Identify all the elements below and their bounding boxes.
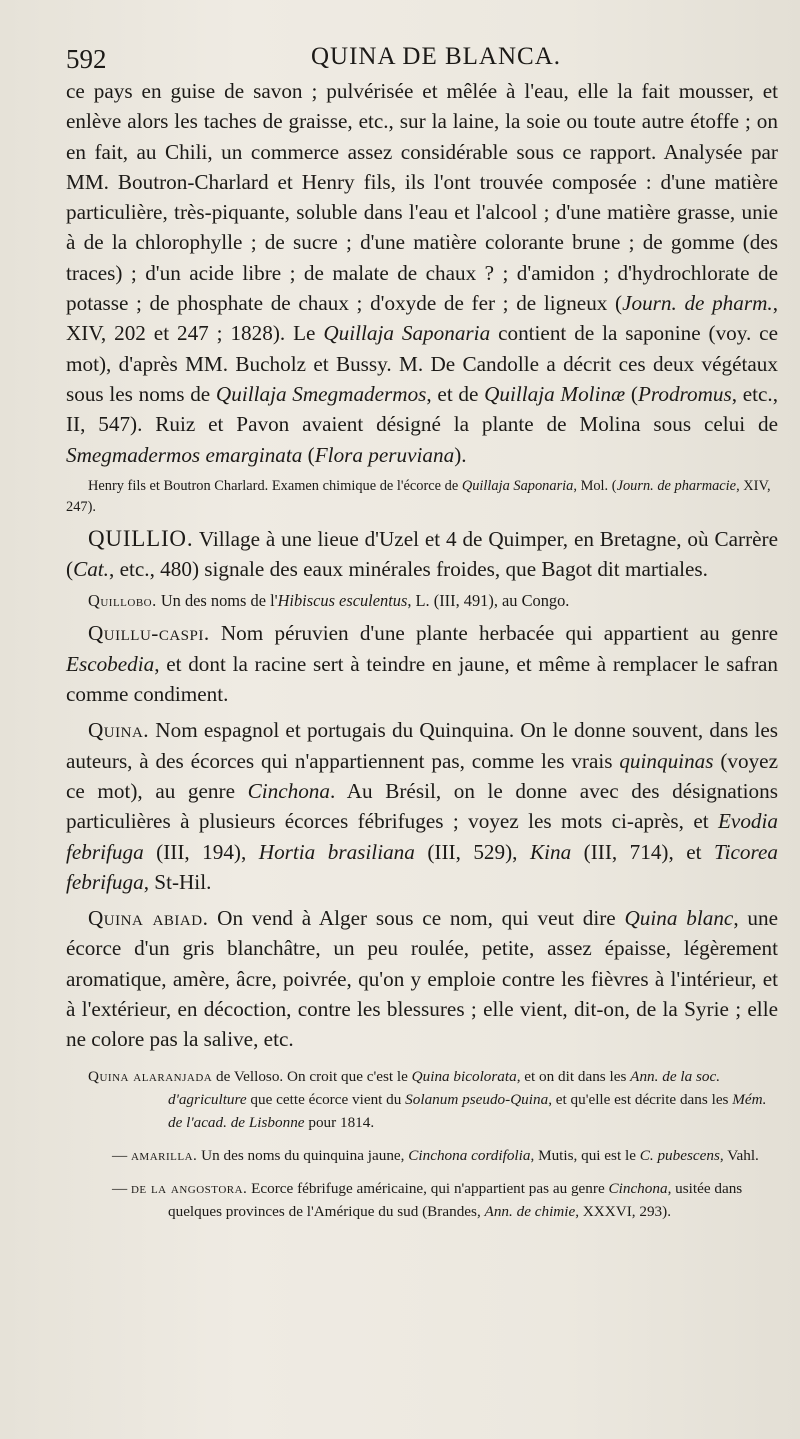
dash-marker: —: [112, 1146, 128, 1164]
entry-headword: Quina abiad.: [88, 906, 209, 931]
entry-headword: Quillobo.: [88, 591, 157, 611]
entry-quina: Quina. Nom espagnol et portugais du Quinquina. On le donne souvent, dans les auteurs, à des écorces qui n'appartiennent pas, comme les vrais quinquinas (voyez ce mot), au genre Cinchona. Au Brésil, on le donne avec des désignations particulières à plusieurs écorces fébrifuges ; voyez les mots ci-après, et Evodia febrifuga (III, 194), Hortia brasiliana (III, 529), Kina (III, 714), et Ticorea febrifuga, St-Hil.: [66, 718, 778, 894]
entry-quina-abiad: Quina abiad. On vend à Alger sous ce nom, qui veut dire Quina blanc, une écorce d'un gris blanchâtre, un peu roulée, petite, assez épaisse, légèrement aromatique, amère, âcre, poivrée, qu'on y emploie contre les fièvres à l'intérieur, et à l'extérieur, en décoction, contre les blessures ; elle vient, dit-on, de la Syrie ; elle ne colore pas la salive, etc.: [66, 906, 779, 1052]
page-number: 592: [66, 44, 107, 74]
entry-quillobo: Quillobo. Un des noms de l'Hibiscus esculentus, L. (III, 491), au Congo.: [88, 591, 570, 611]
page-body: [66, 76, 778, 1223]
subentry-angostora: — de la angostora. Ecorce fébrifuge américaine, qui n'appartient pas au genre Cinchona, usitée dans quelques provinces de l'Amérique du sud (Brandes, Ann. de chimie, XXXVI, 293).: [112, 1179, 743, 1220]
entry-headword: amarilla.: [130, 1146, 198, 1164]
page-header: [66, 40, 786, 80]
running-title: QUINA DE BLANCA.: [310, 43, 562, 70]
entry-headword: QUILLIO.: [88, 525, 194, 551]
entry-headword: de la angostora.: [130, 1179, 248, 1197]
continuation-paragraph: ce pays en guise de savon ; pulvérisée et mêlée à l'eau, elle la fait mousser, et enlève alors les taches de graisse, etc., sur la laine, la soie ou toute autre étoffe ; on en fait, au Chili, un commerce assez considérable sous ce rapport. Analysée par MM. Boutron-Charlard et Henry fils, ils l'ont trouvée composée : d'une matière particulière, très-piquante, soluble dans l'eau et l'alcool ; d'une matière grasse, unie à de la chlorophylle ; de sucre ; d'une matière colorante brune ; de gomme (des traces) ; d'un acide libre ; de malate de chaux ? ; d'amidon ; d'hydrochlorate de potasse ; de phosphate de chaux ; d'oxyde de fer ; de ligneux (Journ. de pharm., XIV, 202 et 247 ; 1828). Le Quillaja Saponaria contient de la saponine (voy. ce mot), d'après MM. Bucholz et Bussy. M. De Candolle a décrit ces deux végétaux sous les noms de Quillaja Smegmadermos, et de Quillaja Molinæ (Prodromus, etc., II, 547). Ruiz et Pavon avaient désigné la plante de Molina sous celui de Smegmadermos emarginata (Flora peruviana).: [66, 79, 779, 467]
entry-headword: Quina.: [88, 718, 150, 743]
subentry-alaranjada: Quina alaranjada de Velloso. On croit que c'est le Quina bicolorata, et on dit dans les Ann. de la soc. d'agriculture que cette écorce vient du Solanum pseudo-Quina, et qu'elle est décrite dans les Mém. de l'acad. de Lisbonne pour 1814.: [88, 1067, 767, 1131]
dash-marker: —: [112, 1179, 128, 1197]
entry-headword: Quina alaranjada: [88, 1067, 213, 1085]
bibliographic-reference: Henry fils et Boutron Charlard. Examen chimique de l'écorce de Quillaja Saponaria, Mol. (Journ. de pharmacie, XIV, 247).: [66, 477, 771, 515]
entry-quillu-caspi: Quillu-caspi. Nom péruvien d'une plante herbacée qui appartient au genre Escobedia, et dont la racine sert à teindre en jaune, et même à remplacer le safran comme condiment.: [66, 621, 778, 707]
entry-quillio: QUILLIO. Village à une lieue d'Uzel et 4 de Quimper, en Bretagne, où Carrère (Cat., etc., 480) signale des eaux minérales froides, que Bagot dit martiales.: [66, 525, 778, 582]
subentry-amarilla: — amarilla. Un des noms du quinquina jaune, Cinchona cordifolia, Mutis, qui est le C. pubescens, Vahl.: [112, 1146, 759, 1164]
entry-headword: Quillu-caspi.: [88, 621, 210, 646]
